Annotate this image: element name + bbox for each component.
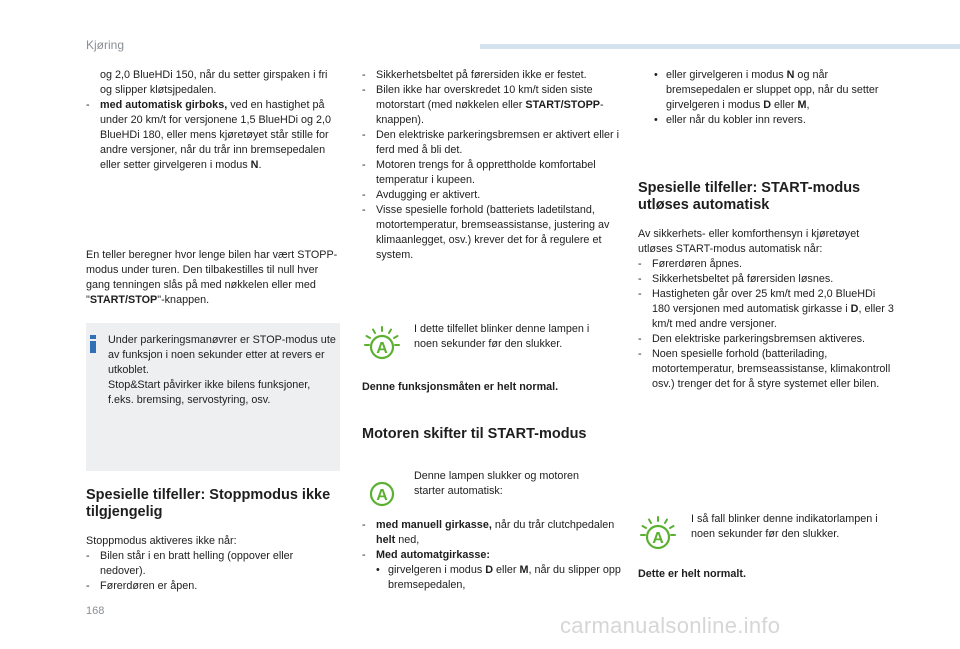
note-normal: Denne funksjonsmåten er helt normal. — [362, 381, 559, 393]
col1-top — [86, 68, 340, 173]
list-item: - Med automatgirkasse: — [362, 549, 490, 561]
list-item: - Sikkerhetsbeltet på førersiden ikke er festet. — [362, 69, 587, 81]
svg-text:A: A — [376, 487, 388, 504]
paragraph: og 2,0 BlueHDi 150, når du setter girspaken i fri og slipper kløtsjpedalen. — [100, 69, 328, 96]
list-item: - med manuell girkasse, når du trår clutchpedalen helt ned, — [362, 519, 615, 546]
info-icon — [90, 335, 96, 353]
list-item: - med automatisk girboks, ved en hastighet på under 20 km/t for versjonene 1,5 BlueHDi og 2,0 BlueHDi 180, eller mens kjøretøyet står stille for andre versjoner, når du trår inn bremsepedalen eller setter girvelgeren i modus N. — [86, 99, 332, 171]
list-item: - Førerdøren åpnes. — [638, 258, 743, 270]
list-item: - Avdugging er aktivert. — [362, 189, 481, 201]
sub-list-item: • eller når du kobler inn revers. — [654, 114, 806, 126]
col2-start-list — [362, 518, 624, 593]
heading-stop-unavailable: Spesielle tilfeller: Stoppmodus ikke tilgjengelig — [86, 487, 331, 520]
stop-section — [86, 487, 340, 594]
note-normal: Dette er helt normalt. — [638, 568, 746, 580]
list-item: - Motoren trengs for å opprettholde komfortabel temperatur i kupeen. — [362, 159, 596, 186]
list-item: - Førerdøren er åpen. — [86, 580, 198, 592]
list-item: - Noen spesielle forhold (batterilading, motortemperatur, bremseassistanse, klimakontroll osv.) trenger det for å styre systemet eller bilen. — [638, 348, 891, 390]
col2-list — [362, 68, 624, 263]
paragraph: Av sikkerhets- eller komforthensyn i kjøretøyet utløses START-modus automatisk når: — [638, 228, 860, 255]
eco-a-lamp-icon — [640, 516, 676, 552]
info-line: Under parkeringsmanøvrer er STOP-modus ute av funksjon i noen sekunder etter at revers er utkoblet. — [108, 334, 336, 376]
paragraph: Stoppmodus aktiveres ikke når: — [86, 535, 237, 547]
header-bar — [480, 44, 960, 49]
svg-text:A: A — [376, 340, 388, 357]
sub-list-item: • girvelgeren i modus D eller M, når du slipper opp bremsepedalen, — [376, 564, 621, 591]
section-title: Kjøring — [86, 38, 125, 52]
lamp3-text: I så fall blinker denne indikatorlampen i noen sekunder før den slukker. — [691, 513, 878, 540]
heading-start-mode: Motoren skifter til START-modus — [362, 426, 587, 442]
eco-a-lamp-icon — [364, 326, 400, 362]
lamp2-text: Denne lampen slukker og motoren starter automatisk: — [414, 470, 580, 497]
auto-start-section — [638, 180, 894, 392]
sub-list-item: • eller girvelgeren i modus N og når bremsepedalen er sluppet opp, når du setter girvelgeren i modus D eller M, — [654, 69, 879, 111]
counter-paragraph: En teller beregner hvor lenge bilen har vært STOPP-modus under turen. Den tilbakestilles til null hver gang tenningen slås på med nøkkelen eller med "START/STOP"-knappen. — [86, 249, 338, 306]
heading-start-automatic: Spesielle tilfeller: START-modus utløses automatisk — [638, 180, 861, 213]
list-item: - Den elektriske parkeringsbremsen aktiveres. — [638, 333, 866, 345]
list-item: - Visse spesielle forhold (batteriets ladetilstand, motortemperatur, bremseassistanse, justering av klimaanlegget, osv.) krever det for å regulere et system. — [362, 204, 610, 261]
svg-text:A: A — [652, 530, 664, 547]
list-item: - Bilen står i en bratt helling (oppover eller nedover). — [86, 550, 294, 577]
list-item: - Sikkerhetsbeltet på førersiden løsnes. — [638, 273, 834, 285]
lamp1-text: I dette tilfellet blinker denne lampen i noen sekunder før den slukker. — [414, 323, 590, 350]
info-text — [108, 333, 336, 408]
list-item: - Hastigheten går over 25 km/t med 2,0 BlueHDi 180 versjonen med automatisk girkasse i D, eller 3 km/t med andre versjoner. — [638, 288, 894, 330]
page-number: 168 — [86, 605, 105, 617]
list-item: - Den elektriske parkeringsbremsen er aktivert eller i ferd med å bli det. — [362, 129, 620, 156]
list-item: - Bilen ikke har overskredet 10 km/t siden siste motorstart (med nøkkelen eller START/STOPP-knappen). — [362, 84, 604, 126]
col3-bullets — [654, 68, 894, 128]
watermark: carmanualsonline.info — [560, 613, 781, 638]
eco-a-lamp-icon — [364, 474, 400, 510]
info-line: Stop&Start påvirker ikke bilens funksjoner, f.eks. bremsing, servostyring, osv. — [108, 379, 311, 406]
